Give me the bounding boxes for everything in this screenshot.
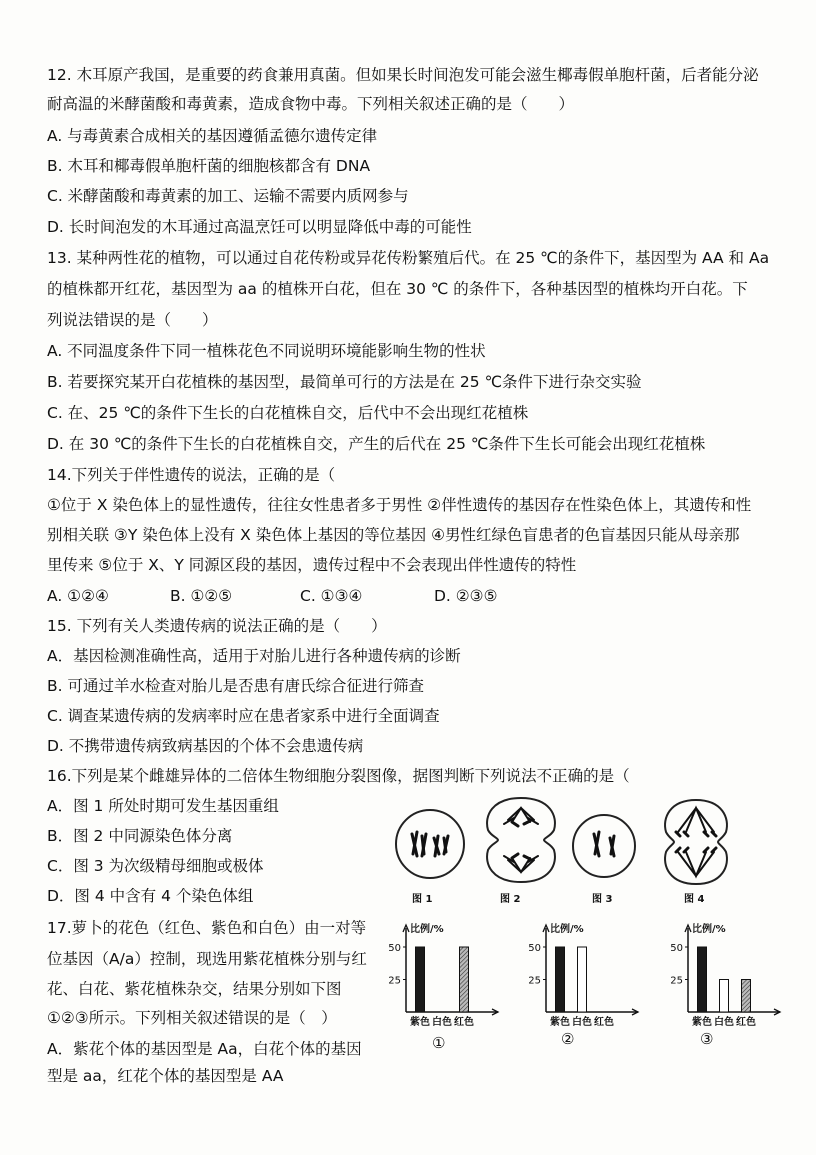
x-tick-label: 白色: [432, 1017, 452, 1028]
figure-2-caption: 图 2: [500, 894, 521, 905]
q14-stem-line3: 别相关联 ③Y 染色体上没有 X 染色体上基因的等位基因 ④男性红绿色盲患者的色盲基因只能从母亲那: [47, 526, 740, 544]
q16-option-d: D．图 4 中含有 4 个染色体组: [47, 887, 254, 905]
bar-2: [578, 947, 587, 1012]
figure-3-caption: 图 3: [592, 894, 613, 905]
y-tick-label: 25: [528, 975, 541, 987]
bar-chart-2: [524, 920, 644, 1030]
y-axis-label: 比例/%: [410, 924, 444, 935]
q12-option-d: D. 长时间泡发的木耳通过高温烹饪可以明显降低中毒的可能性: [47, 218, 472, 236]
bar-3: [460, 947, 469, 1012]
cell-figure-4: [656, 796, 736, 888]
q15-option-a: A．基因检测准确性高，适用于对胎儿进行各种遗传病的诊断: [47, 647, 461, 665]
q13-option-d: D. 在 30 ℃的条件下生长的白花植株自交，产生的后代在 25 ℃条件下生长可能会出现红花植株: [47, 435, 706, 453]
q15-option-b: B. 可通过羊水检查对胎儿是否患有唐氏综合征进行筛查: [47, 677, 424, 695]
x-tick-label: 紫色: [550, 1017, 570, 1028]
x-tick-label: 白色: [572, 1017, 592, 1028]
y-tick-label: 50: [670, 943, 683, 954]
y-tick-label: 50: [528, 943, 541, 954]
q14-option-b: B. ①②⑤: [170, 587, 233, 605]
cell-figure-3: [566, 808, 642, 882]
q17-stem-line4: ①②③所示。下列相关叙述错误的是（ ）: [47, 1009, 337, 1027]
q15-option-c: C. 调查某遗传病的发病率时应在患者家系中进行全面调查: [47, 707, 440, 725]
q15-stem: 15. 下列有关人类遗传病的说法正确的是（ ）: [47, 617, 387, 635]
q17-option-a-line2: 型是 aa，红花个体的基因型是 AA: [47, 1067, 284, 1085]
q16-stem: 16.下列是某个雌雄异体的二倍体生物细胞分裂图像，据图判断下列说法不正确的是（: [47, 767, 630, 785]
y-axis-label: 比例/%: [550, 924, 584, 935]
chart-2-caption: ②: [561, 1030, 575, 1048]
q17-option-a-line1: A．紫花个体的基因型是 Aa，白花个体的基因: [47, 1040, 362, 1058]
q12-stem-line1: 12. 木耳原产我国，是重要的药食兼用真菌。但如果长时间泡发可能会滋生椰毒假单胞杆菌，后者能分泌: [47, 66, 759, 84]
q14-stem-line1: 14.下列关于伴性遗传的说法，正确的是（: [47, 466, 336, 484]
q16-option-c: C．图 3 为次级精母细胞或极体: [47, 857, 264, 875]
q16-option-b: B．图 2 中同源染色体分离: [47, 827, 233, 845]
cell-figure-2: [478, 794, 564, 886]
q13-option-c: C. 在、25 ℃的条件下生长的白花植株自交，后代中不会出现红花植株: [47, 404, 529, 422]
bar-chart-1: [384, 920, 504, 1030]
x-tick-label: 紫色: [410, 1017, 430, 1028]
y-axis-label: 比例/%: [692, 924, 726, 935]
q14-option-c: C. ①③④: [300, 587, 363, 605]
q17-stem-line1: 17.萝卜的花色（红色、紫色和白色）由一对等: [47, 919, 367, 937]
q14-option-d: D. ②③⑤: [434, 587, 498, 605]
q17-stem-line3: 花、白花、紫花植株杂交，结果分别如下图: [47, 980, 342, 998]
y-tick-label: 50: [388, 943, 401, 954]
bar-3: [742, 980, 751, 1013]
q13-stem-line1: 13. 某种两性花的植物，可以通过自花传粉或异花传粉繁殖后代。在 25 ℃的条件下，基因型为 AA 和 Aa: [47, 249, 770, 267]
bar-1: [698, 947, 707, 1012]
x-tick-label: 红色: [454, 1017, 474, 1028]
x-tick-label: 白色: [714, 1017, 734, 1028]
q12-option-b: B. 木耳和椰毒假单胞杆菌的细胞核都含有 DNA: [47, 157, 371, 175]
chart-3-caption: ③: [700, 1030, 714, 1048]
q17-stem-line2: 位基因（A/a）控制，现选用紫花植株分别与红: [47, 950, 367, 968]
y-tick-label: 25: [670, 975, 683, 987]
cell-figure-1: [384, 794, 480, 884]
q14-stem-line2: ①位于 X 染色体上的显性遗传，往往女性患者多于男性 ②伴性遗传的基因存在性染色体上，其遗传和性: [47, 496, 752, 514]
q14-stem-line4: 里传来 ⑤位于 X、Y 同源区段的基因，遗传过程中不会表现出伴性遗传的特性: [47, 556, 577, 574]
y-tick-label: 25: [388, 975, 401, 987]
q13-stem-line3: 列说法错误的是（ ）: [47, 311, 218, 329]
q13-option-a: A. 不同温度条件下同一植株花色不同说明环境能影响生物的性状: [47, 342, 486, 360]
bar-2: [720, 980, 729, 1013]
chart-1-caption: ①: [432, 1034, 446, 1052]
q13-stem-line2: 的植株都开红花，基因型为 aa 的植株开白花，但在 30 ℃ 的条件下，各种基因型的植株均开白花。下: [47, 280, 748, 298]
q14-option-a: A. ①②④: [47, 587, 109, 605]
bar-chart-3: [666, 920, 786, 1030]
q16-option-a: A．图 1 所处时期可发生基因重组: [47, 797, 279, 815]
q12-stem-line2: 耐高温的米酵菌酸和毒黄素，造成食物中毒。下列相关叙述正确的是（ ）: [47, 95, 575, 113]
x-tick-label: 紫色: [692, 1017, 712, 1028]
q12-option-a: A. 与毒黄素合成相关的基因遵循孟德尔遗传定律: [47, 127, 378, 145]
bar-1: [416, 947, 425, 1012]
figure-1-caption: 图 1: [412, 894, 433, 905]
x-tick-label: 红色: [736, 1017, 756, 1028]
q13-option-b: B. 若要探究某开白花植株的基因型，最简单可行的方法是在 25 ℃条件下进行杂交实验: [47, 373, 642, 391]
q15-option-d: D. 不携带遗传病致病基因的个体不会患遗传病: [47, 737, 364, 755]
figure-4-caption: 图 4: [684, 894, 705, 905]
q12-option-c: C. 米酵菌酸和毒黄素的加工、运输不需要内质网参与: [47, 187, 409, 205]
x-tick-label: 红色: [594, 1017, 614, 1028]
bar-1: [556, 947, 565, 1012]
